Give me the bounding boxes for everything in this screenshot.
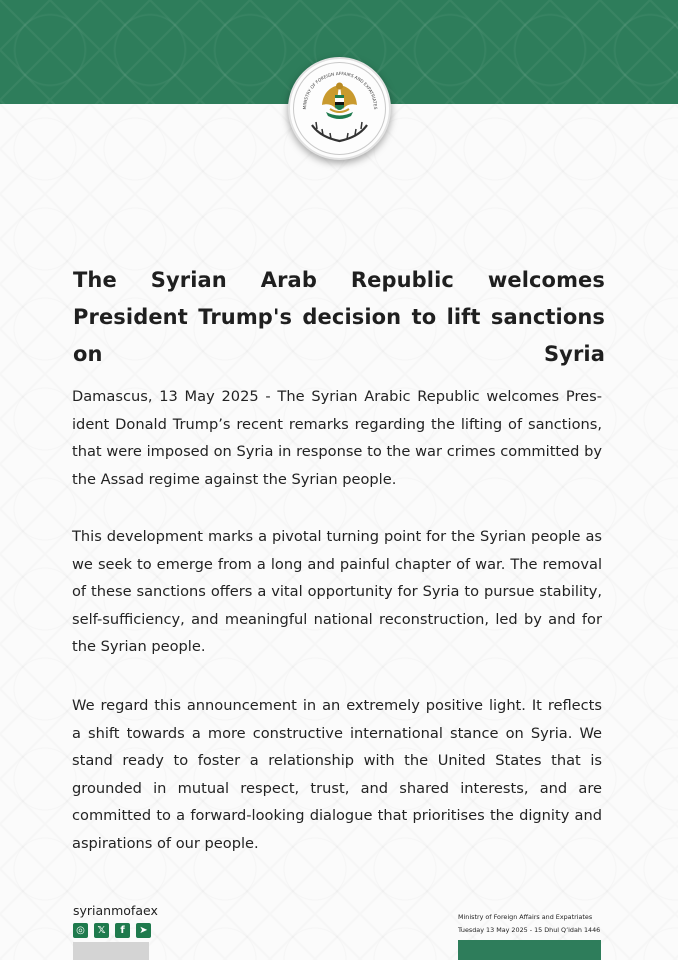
telegram-icon[interactable]: ➤: [136, 923, 151, 938]
footer-left-bar: [73, 942, 149, 960]
date-line: Tuesday 13 May 2025 - 15 Dhul Q’idah 1446: [458, 926, 601, 934]
svg-text:MINISTRY OF FOREIGN AFFAIRS AN: MINISTRY OF FOREIGN AFFAIRS AND EXPATRIATES: [302, 71, 378, 110]
paragraph-2: This development marks a pivotal turning point for the Syrian people as we seek to emerge from a long and painful chapter of war. The removal of these sanctions offers a vital opportunity for Syria to pursue stability, self-sufficiency, and meaningful national reconstruction, led by and for the Syrian people.: [72, 528, 602, 655]
instagram-icon[interactable]: ◎: [73, 923, 88, 938]
footer-right-bar: [458, 940, 601, 960]
ministry-name: Ministry of Foreign Affairs and Expatriates: [458, 913, 593, 921]
ministry-seal: [288, 57, 391, 160]
page-title: The Syrian Arab Republic welcomes President Trump's decision to lift sanctions on Syria: [73, 268, 605, 366]
social-links: [73, 923, 151, 938]
facebook-icon[interactable]: f: [115, 923, 130, 938]
x-icon[interactable]: 𝕏: [94, 923, 109, 938]
eagle-emblem-icon: [290, 59, 389, 158]
social-handle: syrianmofaex: [73, 903, 158, 918]
paragraph-3: We regard this announcement in an extremely positive light. It reflects a shift towards a more constructive international stance on Syria. We stand ready to foster a relationship with the United States that is grounded in mutual respect, trust, and shared interests, and are committed to a forward-looking dialogue that prioritises the dignity and aspirations of our people.: [72, 697, 602, 852]
paragraph-1: Damascus, 13 May 2025 - The Syrian Arabic Republic welcomes President Donald Trump’s recent remarks regarding the lifting of sanctions, that were imposed on Syria in response to the war crimes committed by the Assad regime against the Syrian people.: [72, 388, 602, 488]
